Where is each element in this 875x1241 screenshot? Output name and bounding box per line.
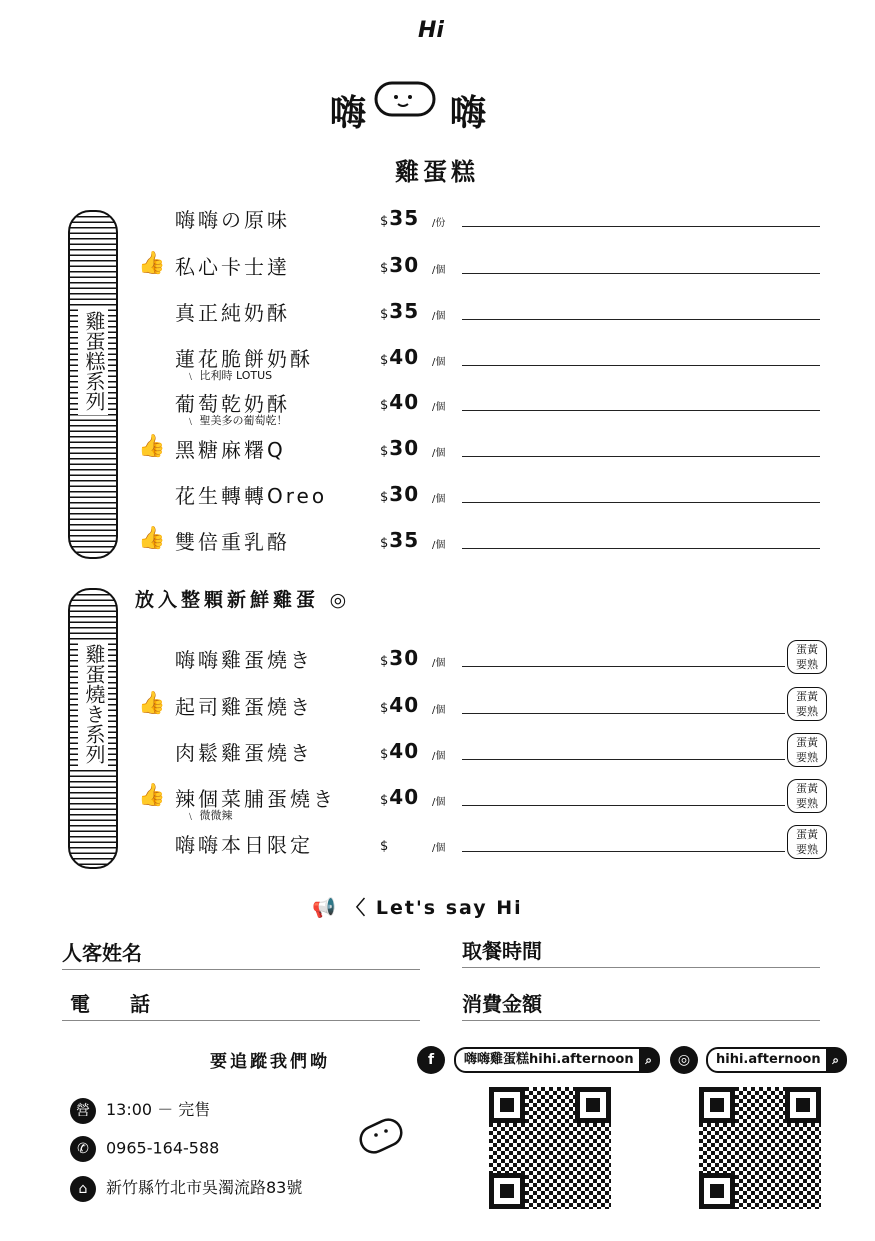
price-value: 40 xyxy=(389,345,420,369)
item-note: ﹨ 比利時 LOTUS xyxy=(185,369,273,382)
facebook-icon: f xyxy=(417,1046,445,1074)
instagram-handle: hihi.afternoon xyxy=(716,1052,821,1067)
badge-line: 蛋黃 xyxy=(796,643,818,656)
note-text: 微微辣 xyxy=(199,809,233,822)
heading-text: 放入整顆新鮮雞蛋 xyxy=(135,589,320,611)
egg-yolk-cooked-option[interactable] xyxy=(787,640,827,674)
item-unit: /個 xyxy=(432,540,446,551)
menu-item xyxy=(0,251,875,281)
item-price xyxy=(380,528,419,552)
badge-line: 蛋黃 xyxy=(796,782,818,795)
section-label-text: 雞蛋糕系列 xyxy=(78,307,108,415)
instagram-icon: ◎ xyxy=(670,1046,698,1074)
badge-line: 要熟 xyxy=(796,797,818,810)
item-price xyxy=(380,831,389,855)
price-value: 40 xyxy=(389,739,420,763)
item-name: 雙倍重乳酪 xyxy=(175,530,290,554)
facebook-handle: 嗨嗨雞蛋糕hihi.afternoon xyxy=(464,1052,634,1067)
currency: $ xyxy=(380,839,390,854)
quantity-line[interactable] xyxy=(462,319,820,320)
phone-icon: ✆ xyxy=(70,1136,96,1162)
address xyxy=(70,1175,302,1202)
item-name: 花生轉轉Oreo xyxy=(175,484,328,508)
item-price xyxy=(380,253,419,277)
price-value: 35 xyxy=(389,206,420,230)
currency: $ xyxy=(380,490,390,505)
price-value: 30 xyxy=(389,253,420,277)
item-note: ﹨ 聖美多の葡萄乾！ xyxy=(185,414,288,427)
egg-yolk-cooked-option[interactable] xyxy=(787,687,827,721)
cake-mascot-icon xyxy=(350,1105,410,1169)
quantity-line[interactable] xyxy=(462,226,820,227)
price-value: 40 xyxy=(389,693,420,717)
item-price xyxy=(380,299,419,323)
instagram-qr-code[interactable] xyxy=(699,1087,821,1209)
menu-item xyxy=(0,526,875,556)
price-value: 40 xyxy=(389,390,420,414)
menu-item xyxy=(0,480,875,510)
item-name: 嗨嗨本日限定 xyxy=(175,833,313,857)
quantity-line[interactable] xyxy=(462,548,820,549)
menu-item xyxy=(0,204,875,234)
field-label: 取餐時間 xyxy=(462,939,542,963)
menu-item xyxy=(0,829,875,859)
badge-line: 要熟 xyxy=(796,843,818,856)
badge-line: 要熟 xyxy=(796,705,818,718)
currency: $ xyxy=(380,353,390,368)
thumbs-up-icon: 👍 xyxy=(138,691,166,716)
price-value: 35 xyxy=(389,528,420,552)
item-price xyxy=(380,390,419,414)
logo-left: 嗨 xyxy=(330,93,371,134)
quantity-line[interactable] xyxy=(462,805,785,806)
item-name: 蓮花脆餅奶酥 xyxy=(175,347,313,371)
section-label-text: 雞蛋燒き系列 xyxy=(78,640,108,768)
address-text: 新竹縣竹北市吳濁流路83號 xyxy=(106,1178,303,1197)
item-unit: /份 xyxy=(432,218,446,229)
menu-item xyxy=(0,737,875,767)
currency: $ xyxy=(380,654,390,669)
currency: $ xyxy=(380,536,390,551)
quantity-line[interactable] xyxy=(462,273,820,274)
item-name: 肉鬆雞蛋燒き xyxy=(175,741,313,765)
item-unit: /個 xyxy=(432,843,446,854)
item-name: 私心卡士達 xyxy=(175,255,290,279)
menu-item xyxy=(0,644,875,674)
quantity-line[interactable] xyxy=(462,759,785,760)
phone-field[interactable] xyxy=(62,988,420,1021)
currency: $ xyxy=(380,701,390,716)
item-unit: /個 xyxy=(432,265,446,276)
badge-line: 要熟 xyxy=(796,751,818,764)
badge-line: 蛋黃 xyxy=(796,690,818,703)
logo-subtitle: 雞蛋糕 xyxy=(395,158,479,186)
facebook-search[interactable] xyxy=(454,1047,660,1073)
field-label: 消費金額 xyxy=(462,992,542,1016)
follow-text: 要追蹤我們呦 xyxy=(210,1052,330,1072)
egg-yolk-cooked-option[interactable] xyxy=(787,779,827,813)
logo-hi: Hi xyxy=(418,18,444,43)
item-unit: /個 xyxy=(432,357,446,368)
item-unit: /個 xyxy=(432,494,446,505)
instagram-search[interactable] xyxy=(706,1047,847,1073)
logo xyxy=(330,75,490,136)
thumbs-up-icon: 👍 xyxy=(138,251,166,276)
menu-item xyxy=(0,691,875,721)
item-price xyxy=(380,345,419,369)
currency: $ xyxy=(380,398,390,413)
item-unit: /個 xyxy=(432,311,446,322)
quantity-line[interactable] xyxy=(462,410,820,411)
thumbs-up-icon: 👍 xyxy=(138,783,166,808)
item-price xyxy=(380,785,419,809)
price-value: 30 xyxy=(389,436,420,460)
item-name: 起司雞蛋燒き xyxy=(175,695,313,719)
item-unit: /個 xyxy=(432,705,446,716)
megaphone-icon: 📢 xyxy=(312,897,338,919)
item-unit: /個 xyxy=(432,448,446,459)
item-name: 真正純奶酥 xyxy=(175,301,290,325)
section-label-egg xyxy=(68,588,118,869)
badge-line: 蛋黃 xyxy=(796,828,818,841)
egg-yolk-cooked-option[interactable] xyxy=(787,825,827,859)
search-icon: ⌕ xyxy=(639,1048,659,1072)
item-unit: /個 xyxy=(432,402,446,413)
item-unit: /個 xyxy=(432,658,446,669)
item-name: 辣個菜脯蛋燒き xyxy=(175,787,336,811)
logo-right: 嗨 xyxy=(450,93,491,134)
item-note: ﹨ 微微辣 xyxy=(185,809,233,822)
phone-info xyxy=(70,1136,219,1162)
menu-item xyxy=(0,297,875,327)
item-name: 黑糖麻糬Q xyxy=(175,438,286,462)
total-field[interactable] xyxy=(462,988,820,1021)
item-price xyxy=(380,206,419,230)
home-icon: ⌂ xyxy=(70,1176,96,1202)
item-unit: /個 xyxy=(432,751,446,762)
price-value: 35 xyxy=(389,299,420,323)
customer-name-field[interactable] xyxy=(62,937,420,970)
phone-text: 0965-164-588 xyxy=(106,1138,220,1158)
quantity-line[interactable] xyxy=(462,713,785,714)
thumbs-up-icon: 👍 xyxy=(138,526,166,551)
note-text: 聖美多の葡萄乾！ xyxy=(199,414,288,427)
price-value: 30 xyxy=(389,646,420,670)
menu-item xyxy=(0,782,875,822)
egg-yolk-cooked-option[interactable] xyxy=(787,733,827,767)
facebook-qr-code[interactable] xyxy=(489,1087,611,1209)
note-text: 比利時 LOTUS xyxy=(199,369,273,382)
quantity-line[interactable] xyxy=(462,851,785,852)
currency: $ xyxy=(380,261,390,276)
badge-line: 蛋黃 xyxy=(796,736,818,749)
currency: $ xyxy=(380,793,390,808)
price-value: 30 xyxy=(389,482,420,506)
item-price xyxy=(380,436,419,460)
shop-hours-icon: 營 xyxy=(70,1098,96,1124)
menu-item xyxy=(0,388,875,427)
field-label: 人客姓名 xyxy=(62,941,142,965)
hours-text: 13:00 － 完售 xyxy=(106,1100,211,1119)
currency: $ xyxy=(380,747,390,762)
item-name: 嗨嗨の原味 xyxy=(175,208,290,232)
currency: $ xyxy=(380,307,390,322)
greeting: 📢 〈 Let's say Hi xyxy=(312,897,523,919)
item-unit: /個 xyxy=(432,797,446,808)
menu-item xyxy=(0,434,875,464)
item-name: 葡萄乾奶酥 xyxy=(175,392,290,416)
greeting-text: Let's say Hi xyxy=(375,897,523,919)
hours xyxy=(70,1097,210,1124)
item-price xyxy=(380,646,419,670)
price-value: 40 xyxy=(389,785,420,809)
cake-mascot-icon xyxy=(370,75,450,134)
item-price xyxy=(380,739,419,763)
field-label: 電 話 xyxy=(70,992,150,1016)
menu-item xyxy=(0,343,875,382)
quantity-line[interactable] xyxy=(462,666,785,667)
search-icon: ⌕ xyxy=(826,1048,846,1072)
item-name: 嗨嗨雞蛋燒き xyxy=(175,648,313,672)
quantity-line[interactable] xyxy=(462,502,820,503)
currency: $ xyxy=(380,444,390,459)
thumbs-up-icon: 👍 xyxy=(138,434,166,459)
quantity-line[interactable] xyxy=(462,456,820,457)
item-price xyxy=(380,482,419,506)
section2-heading: 放入整顆新鮮雞蛋 ◎ xyxy=(135,589,351,611)
item-price xyxy=(380,693,419,717)
quantity-line[interactable] xyxy=(462,365,820,366)
pickup-time-field[interactable] xyxy=(462,935,820,968)
badge-line: 要熟 xyxy=(796,658,818,671)
currency: $ xyxy=(380,214,390,229)
